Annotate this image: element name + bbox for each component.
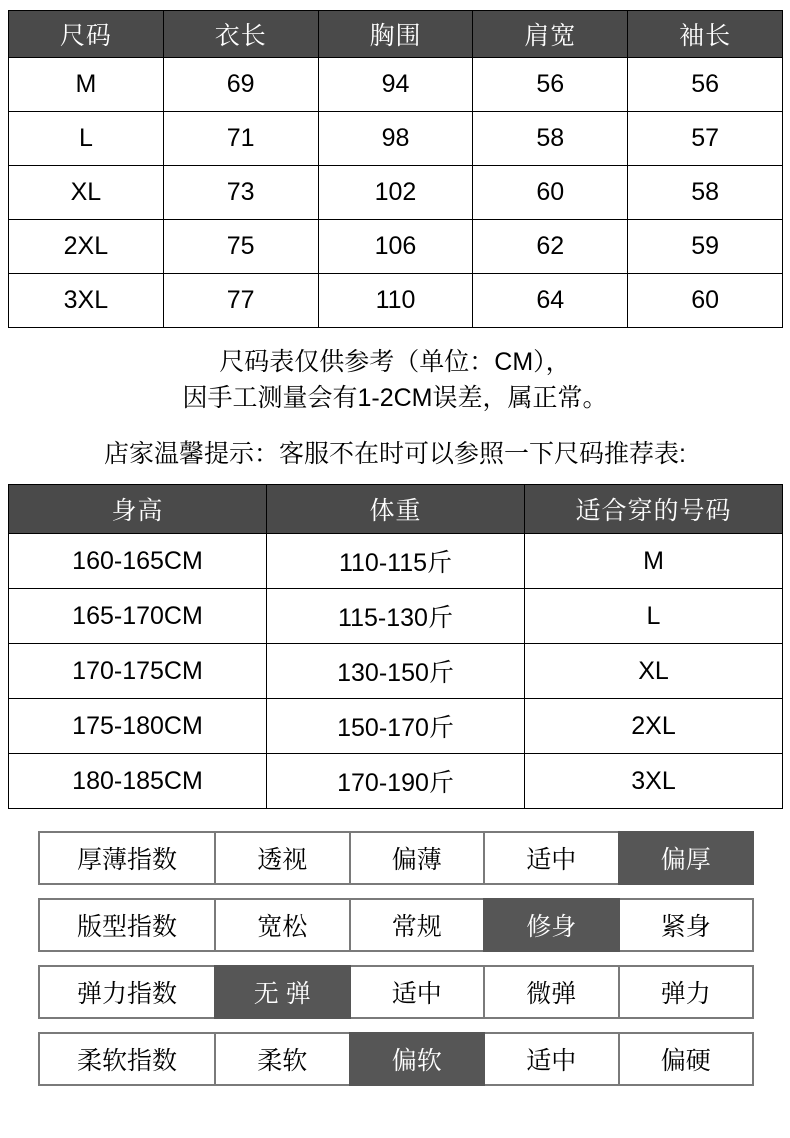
size-table-cell: 64	[473, 274, 628, 328]
table-row	[9, 166, 783, 220]
measurement-note-line2: 因手工测量会有1-2CM误差，属正常。	[182, 384, 608, 412]
softness-option[interactable]: 偏硬	[618, 1032, 755, 1086]
table-header-row	[9, 11, 783, 58]
thickness-option[interactable]: 偏薄	[349, 831, 486, 885]
table-row	[9, 112, 783, 166]
size-table-cell: 77	[163, 274, 318, 328]
recommend-table-cell: 110-115斤	[267, 534, 525, 589]
fit-option-selected[interactable]: 修身	[483, 898, 620, 952]
shop-tip: 店家温馨提示：客服不在时可以参照一下尺码推荐表:	[104, 440, 686, 468]
size-table-header-cell: 尺码	[9, 11, 164, 58]
size-table-cell: 60	[628, 274, 783, 328]
recommend-table-cell: 175-180CM	[9, 699, 267, 754]
size-table-cell: 3XL	[9, 274, 164, 328]
measurement-note	[0, 344, 790, 416]
size-table-cell: 94	[318, 58, 473, 112]
recommend-table-cell: 180-185CM	[9, 754, 267, 809]
size-table-cell: 102	[318, 166, 473, 220]
fit-option[interactable]: 紧身	[618, 898, 755, 952]
recommend-table-cell: 150-170斤	[267, 699, 525, 754]
recommend-table-cell: 115-130斤	[267, 589, 525, 644]
table-row	[9, 274, 783, 328]
thickness-option-selected[interactable]: 偏厚	[618, 831, 755, 885]
size-table-header-cell: 肩宽	[473, 11, 628, 58]
recommend-table-body	[9, 534, 783, 809]
thickness-option[interactable]: 透视	[214, 831, 351, 885]
softness-option[interactable]: 柔软	[214, 1032, 351, 1086]
fit-index-row	[38, 898, 752, 952]
size-table-header-cell: 袖长	[628, 11, 783, 58]
fit-option[interactable]: 宽松	[214, 898, 351, 952]
table-row	[9, 534, 783, 589]
elasticity-option[interactable]: 弹力	[618, 965, 755, 1019]
size-table-cell: 71	[163, 112, 318, 166]
size-chart-page	[0, 10, 790, 1138]
elasticity-option[interactable]: 微弹	[483, 965, 620, 1019]
size-table-head	[9, 11, 783, 58]
size-table-cell: 110	[318, 274, 473, 328]
size-table-header-cell: 胸围	[318, 11, 473, 58]
size-table-cell: 106	[318, 220, 473, 274]
table-header-row	[9, 485, 783, 534]
size-table-cell: 58	[473, 112, 628, 166]
size-table-header-cell: 衣长	[163, 11, 318, 58]
recommend-table-cell: 165-170CM	[9, 589, 267, 644]
size-table-cell: 98	[318, 112, 473, 166]
recommend-table-head	[9, 485, 783, 534]
recommend-table-cell: 170-175CM	[9, 644, 267, 699]
recommend-table-header-cell: 适合穿的号码	[525, 485, 783, 534]
size-table-cell: 73	[163, 166, 318, 220]
attribute-index-block	[38, 831, 752, 1086]
recommend-table-cell: 170-190斤	[267, 754, 525, 809]
size-table-cell: 59	[628, 220, 783, 274]
fit-option[interactable]: 常规	[349, 898, 486, 952]
recommend-table-cell: 160-165CM	[9, 534, 267, 589]
elasticity-option-selected[interactable]: 无 弹	[214, 965, 351, 1019]
table-row	[9, 699, 783, 754]
size-table-cell: 57	[628, 112, 783, 166]
softness-index-label: 柔软指数	[38, 1032, 216, 1086]
recommend-table	[8, 484, 783, 809]
size-table-cell: 69	[163, 58, 318, 112]
thickness-option[interactable]: 适中	[483, 831, 620, 885]
recommend-table-header-cell: 体重	[267, 485, 525, 534]
thickness-index-row	[38, 831, 752, 885]
fit-index-label: 版型指数	[38, 898, 216, 952]
size-table-body	[9, 58, 783, 328]
measurement-note-line1: 尺码表仅供参考（单位：CM），	[219, 348, 571, 376]
recommend-table-cell: M	[525, 534, 783, 589]
size-table-cell: 2XL	[9, 220, 164, 274]
size-table-cell: M	[9, 58, 164, 112]
size-table-cell: 60	[473, 166, 628, 220]
table-row	[9, 220, 783, 274]
recommend-table-cell: 2XL	[525, 699, 783, 754]
thickness-index-label: 厚薄指数	[38, 831, 216, 885]
size-table	[8, 10, 783, 328]
size-table-cell: 58	[628, 166, 783, 220]
size-table-cell: 75	[163, 220, 318, 274]
size-table-cell: 56	[473, 58, 628, 112]
recommend-table-header-cell: 身高	[9, 485, 267, 534]
softness-index-row	[38, 1032, 752, 1086]
size-table-cell: 62	[473, 220, 628, 274]
elasticity-index-label: 弹力指数	[38, 965, 216, 1019]
size-table-cell: L	[9, 112, 164, 166]
table-row	[9, 589, 783, 644]
recommend-table-cell: 3XL	[525, 754, 783, 809]
elasticity-index-row	[38, 965, 752, 1019]
size-table-cell: XL	[9, 166, 164, 220]
recommend-table-cell: XL	[525, 644, 783, 699]
elasticity-option[interactable]: 适中	[349, 965, 486, 1019]
table-row	[9, 754, 783, 809]
recommend-table-cell: L	[525, 589, 783, 644]
recommend-table-cell: 130-150斤	[267, 644, 525, 699]
table-row	[9, 58, 783, 112]
softness-option-selected[interactable]: 偏软	[349, 1032, 486, 1086]
softness-option[interactable]: 适中	[483, 1032, 620, 1086]
size-table-cell: 56	[628, 58, 783, 112]
table-row	[9, 644, 783, 699]
